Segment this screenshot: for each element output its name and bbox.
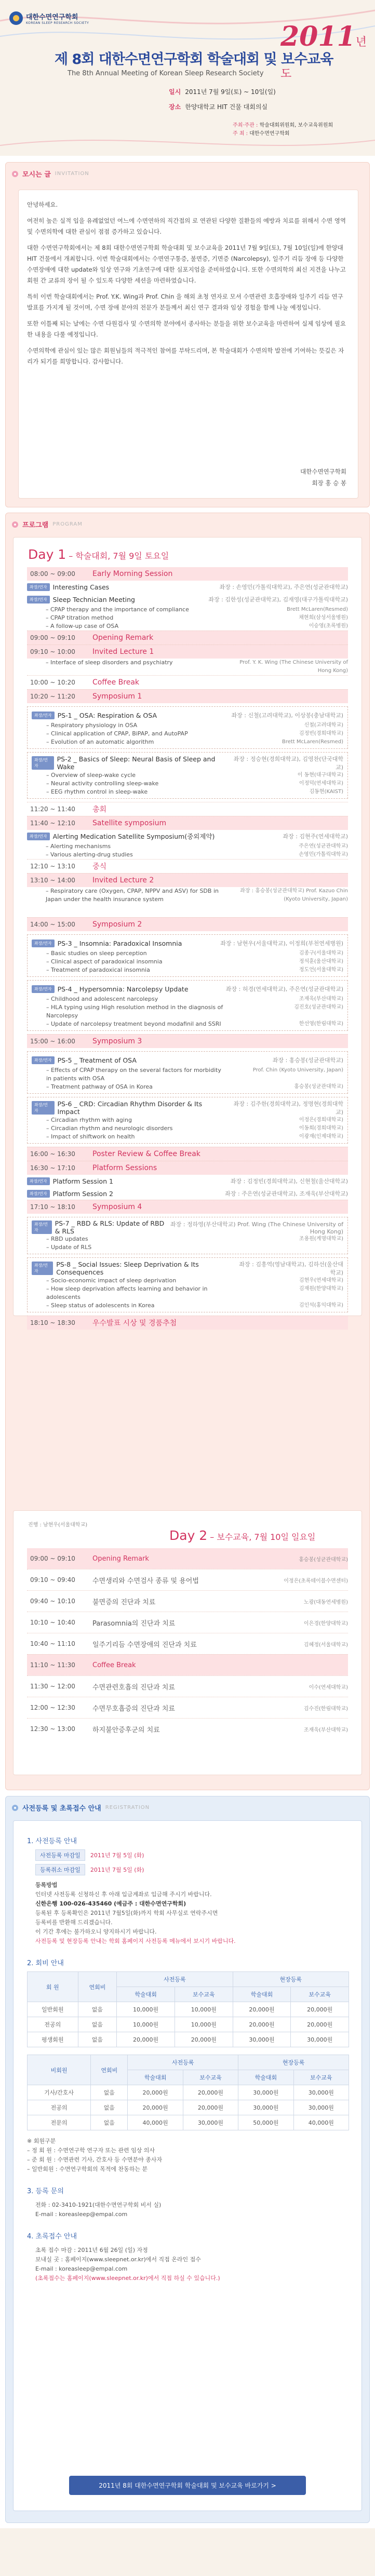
year-badge: 2011년도 <box>280 21 367 81</box>
reg-heading: 1. 사전등록 안내 <box>27 1837 77 1845</box>
fee-row: 일반회원 없음 10,000원 10,000원 20,000원 20,000원 <box>28 2002 349 2017</box>
greeting-paragraph: 특히 이번 학술대회에서는 Prof. Y.K. Wing과 Prof. Chin 을 해외 초청 연자로 모셔 수면관련 호흡장애와 일주기 리듬 연구 발표를 가지게 될 것이며, 수면 장애 분야의 전문가 분들께서 최신 연구 결과와 임상 경험을 함께 나눌 예정입니다. <box>27 293 345 311</box>
schedule-slot: 11:30 ~ 12:00 수면관련호흡의 진단과 치료 이수(연세대학교) <box>27 1675 348 1697</box>
session-box: 좌장/연자 PS-6 _ CRD: Circadian Rhythm Disorder & Its Impact 좌장 : 김주한(경희대학교), 정명현(경희대학교) – Circadian rhythm with aging 이정은(경희대학교) – Circadian rhythm and neurologic disorders 이동희(경희대학교) – Impact of shiftwork on health 이광재(인제대학교) <box>27 1097 348 1144</box>
talk-item: – Childhood and adolescent narcolepsy 조재욱(부산대학교) <box>46 996 343 1002</box>
event-title: 제 8회 대한수면연구학회 학술대회 및 보수교육 <box>55 51 333 68</box>
talk-item: – CPAP titration method 채현희(삼성서울병원) <box>46 614 348 621</box>
talk-item: – Clinical aspect of paradoxical insomnia 정석훈(울산대학교) <box>46 958 343 965</box>
schedule-slot: 15:00 ~ 16:00 Symposium 3 <box>27 1034 348 1048</box>
schedule-slot: 09:10 ~ 09:40 수면생리와 수면검사 종류 및 용어법 이정은(초록테이블수면센터) <box>27 1569 348 1590</box>
session-box: 좌장/연자 PS-1 _ OSA: Respiration & OSA 좌장 : 신철(고려대학교), 이상봉(충남대학교) – Respiratory physiology in OSA 신철(고려대학교) – Clinical application of CPAP, BiPAP, and AutoPAP 김정빈(경희대학교) – Evolution of an automatic algorithm Brett McLaren(Resmed) <box>27 706 348 749</box>
registration-body <box>13 1820 362 2511</box>
talk-item: – Evolution of an automatic algorithm Brett McLaren(Resmed) <box>46 739 343 745</box>
session-header: 좌장/연자 Sleep Technician Meeting 좌장 : 김한성(성균관대학교), 김재영(대구가톨릭대학교) <box>27 593 348 606</box>
schedule-slot: 11:40 ~ 12:10 Satellite symposium <box>27 816 348 830</box>
schedule-slot: 09:00 ~ 09:10 Opening Remark 홍승봉(성균관대학교) <box>27 1548 348 1569</box>
talk-item: – RBD updates 조용원(계명대학교) <box>46 1236 343 1242</box>
event-subtitle: The 8th Annual Meeting of Korean Sleep Research Society <box>68 70 264 77</box>
talk-item: – Effects of CPAP therapy on the several factors for morbidity in patients with OSA Prof. Chin (Kyoto University, Japan) <box>46 1067 343 1082</box>
fee-table-members: 회 원 연회비 사전등록 현장등록 학술대회 보수교육 학술대회 보수교육 일반회원 없음 10,000원 10,000원 20,000원 20,000원 전공의 없음 10,000원 10,000원 20,000원 20,000원 평생회원 없음 20,000원 20,000원 30,000원 30,000원 <box>27 1971 349 2047</box>
day1-heading: Day 1 – 학술대회, 7월 9일 토요일 <box>28 547 169 562</box>
fee-row: 전문의 없음 40,000원 30,000원 50,000원 40,000원 <box>28 2115 349 2130</box>
fee-notes: ※ 회원구분 – 정 회 원 : 수면연구학 연구자 또는 관련 임상 의사 – 준 회 원 : 수면관련 기사, 간호사 등 수면분야 종사자 – 일반회원 : 수면연구학회의 목적에 찬동하는 분 <box>27 2138 163 2172</box>
day2-chair: 진행 : 남현우(서울대학교) <box>28 1522 88 1528</box>
talk-item: – Update of narcolepsy treatment beyond modafinil and SSRI 한선영(한림대학교) <box>46 1021 343 1027</box>
society-logo <box>9 11 89 25</box>
session-box: 좌장/연자 PS-5 _ Treatment of OSA 좌장 : 홍승봉(성균관대학교) – Effects of CPAP therapy on the several factors for morbidity in patients with OSA Prof. Chin (Kyoto University, Japan) – Treatment pathway of OSA in Korea 홍승봉(성균관대학교) <box>27 1051 348 1094</box>
program-title-en: PROGRAM <box>52 521 83 527</box>
registration-section <box>5 1796 370 2523</box>
registration-title: 사전등록 및 초록접수 안내 <box>22 1805 101 1813</box>
talk-item: – Circadian rhythm and neurologic disorders 이동희(경희대학교) <box>46 1125 343 1132</box>
day2-card <box>13 1510 362 1775</box>
schedule-slot: 09:00 ~ 09:10 Opening Remark <box>27 630 348 645</box>
event-hosts: 주최·주관 : 학술대회위원회, 보수교육위원회 주 최 : 대한수면연구학회 <box>233 123 333 137</box>
schedule-slot: 18:10 ~ 18:30 우수발표 시상 및 경품추첨 <box>27 1316 348 1330</box>
greeting-signature: 대한수면연구학회 회장 홍 승 봉 <box>300 468 346 487</box>
bullet-icon <box>12 521 18 528</box>
talk-item: – Basic studies on sleep perception 김종구(서울대학교) <box>46 950 343 957</box>
talk-item: – Treatment of paradoxical insomnia 정도언(서울대학교) <box>46 967 343 973</box>
session-header: 좌장/연자 Interesting Cases 좌장 : 손영민(가톨릭대학교), 주은연(성균관대학교) <box>27 581 348 593</box>
fee-row: 전공의 없음 20,000원 20,000원 30,000원 30,000원 <box>28 2100 349 2115</box>
schedule-slot: 08:00 ~ 09:00 Early Morning Session <box>27 567 348 581</box>
bullet-icon <box>12 1805 18 1811</box>
contact-info: 전화 : 02-3410-1921(대한수면연구학회 비서 실) E-mail : koreasleep@empal.com <box>35 2202 162 2218</box>
reg-heading: 3. 등록 문의 <box>27 2188 64 2195</box>
fee-row: 기사/간호사 없음 20,000원 20,000원 30,000원 30,000원 <box>28 2085 349 2100</box>
greeting-section <box>5 162 370 507</box>
footer-band <box>0 2528 375 2576</box>
talk-item: – How sleep deprivation affects learning and behavior in adolescents 김재원(한양대학교) <box>46 1285 343 1300</box>
schedule-slot: 13:10 ~ 14:00 Invited Lecture 2 <box>27 873 348 887</box>
homepage-link-button[interactable]: 2011년 8회 대한수면연구학회 학술대회 및 보수교육 바로가기 > <box>69 2476 306 2495</box>
program-section <box>5 513 370 1790</box>
talk-item: – EEG rhythm control in sleep-wake 김동현(KAIST) <box>46 788 343 795</box>
schedule-slot: 10:40 ~ 11:10 일주기리듬 수면장애의 진단과 치료 김혜정(서울대학교) <box>27 1633 348 1654</box>
header-banner <box>0 0 375 156</box>
schedule-slot: 16:00 ~ 16:30 Poster Review & Coffee Break <box>27 1147 348 1161</box>
session-box: 좌장/연자 PS-8 _ Social Issues: Sleep Deprivation & Its Consequences 좌장 : 김흥역(영남대학교), 김하선(울산대학교) – Socio-economic impact of sleep deprivation 김현우(연세대학교) – How sleep deprivation affects learning and behavior in adolescents 김재원(한양대학교) – Sleep status of adolescents in Korea 김인석(홍익대학교) <box>27 1257 348 1312</box>
greeting-title: 모시는 글 <box>22 171 51 179</box>
talk-item: – Clinical application of CPAP, BiPAP, and AutoPAP 김정빈(경희대학교) <box>46 730 343 737</box>
reg-heading: 2. 회비 안내 <box>27 1960 64 1967</box>
session-box: 좌장/연자 PS-4 _ Hypersomnia: Narcolepsy Update 좌장 : 허경(연세대학교), 주은연(성균관대학교) – Childhood and adolescent narcolepsy 조재욱(부산대학교) – HLA typing using High resolution method in the diagnosis of Narcolepsy 김진호(성균관대학교) – Update of narcolepsy treatment beyond modafinil and SSRI 한선영(한림대학교) <box>27 980 348 1031</box>
schedule-slot: 12:30 ~ 13:00 하지불안증후군의 치료 조재욱(부산대학교) <box>27 1718 348 1739</box>
greeting-paragraph: 수면의학에 관심이 있는 많은 회원님들의 적극적인 참여를 부탁드리며, 본 학술대회가 수면의학 발전에 기여하는 뜻깊은 자리가 되기를 희망합니다. 감사합니다. <box>27 347 344 365</box>
session-header: 좌장/연자 Alerting Medication Satellite Symposium(중외제약) 좌장 : 김현주(연세대학교) <box>27 830 348 842</box>
greeting-paragraph: 여전히 높은 실적 입을 유례없었던 여느에 수면연하의 직간접의 로 연관된 다양한 질환들의 예방과 치료를 위해서 수면 영역 및 수면의학에 대한 관심이 점점 증가하고 있습니다. <box>27 217 348 235</box>
talk-item: – HLA typing using High resolution method in the diagnosis of Narcolepsy 김진호(성균관대학교) <box>46 1004 343 1019</box>
registration-title-en: REGISTRATION <box>105 1805 150 1810</box>
greeting-body <box>18 190 358 499</box>
greeting-title-en: INVITATION <box>55 171 89 177</box>
talk-item: – Various alerting-drug studies 손영민(가톨릭대학교) <box>46 851 348 858</box>
session-header: 좌장/연자 Platform Session 2 좌장 : 주은연(성균관대학교), 조재욱(부산대학교) <box>27 1187 348 1200</box>
logo-icon <box>9 11 23 25</box>
day1-card <box>13 537 362 1327</box>
fee-row: 전공의 없음 10,000원 10,000원 20,000원 20,000원 <box>28 2017 349 2032</box>
talk-item: – Circadian rhythm with aging 이정은(경희대학교) <box>46 1117 343 1123</box>
talk-item: – Impact of shiftwork on health 이광재(인제대학교) <box>46 1133 343 1140</box>
schedule-slot: 16:30 ~ 17:10 Platform Sessions <box>27 1161 348 1175</box>
schedule-slot: 12:00 ~ 12:30 수면무호흡증의 진단과 치료 김수진(한림대학교) <box>27 1697 348 1718</box>
session-box: 좌장/연자 PS-7 _ RBD & RLS: Update of RBD & RLS 좌장 : 정하영(부산대학교) Prof. Wing (The Chinese University of Hong Kong) – RBD updates 조용원(계명대학교) – Update of RLS <box>27 1217 348 1254</box>
schedule-slot: 10:20 ~ 11:20 Symposium 1 <box>27 689 348 703</box>
bullet-icon <box>12 171 18 177</box>
greeting-paragraph: 안녕하세요. <box>27 201 58 208</box>
schedule-slot: 09:40 ~ 10:10 불면증의 진단과 치료 노광(대동연세병원) <box>27 1590 348 1612</box>
talk-item: – CPAP therapy and the importance of compliance Brett McLaren(Resmed) <box>46 606 348 613</box>
deadline-row: 사전등록 마감일 2011년 7월 5일 (화) <box>35 1849 348 1861</box>
greeting-paragraph: 또한 이틀째 되는 날에는 수면 다원검사 및 수면의학 분야에서 종사하는 분들을 위한 보수교육을 마련하여 실제 임상에 필요한 내용을 다룰 예정입니다. <box>27 320 346 338</box>
schedule-slot: 09:10 ~ 10:00 Invited Lecture 1 <box>27 645 348 659</box>
schedule-slot: 17:10 ~ 18:10 Symposium 4 <box>27 1200 348 1214</box>
day2-heading: Day 2 – 보수교육, 7월 10일 일요일 <box>169 1528 316 1543</box>
talk-item: – Treatment pathway of OSA in Korea 홍승봉(성균관대학교) <box>46 1083 343 1090</box>
talk-item: – Respiratory care (Oxygen, CPAP, NPPV and ASV) for SDB in Japan under the health insurance system 좌장 : 홍승봉(성균관대학교) Prof. Kazuo Chin (Kyoto University, Japan) <box>46 888 348 903</box>
program-title: 프로그램 <box>22 521 49 529</box>
day2-schedule <box>14 1548 361 1739</box>
talk-item: – Overview of sleep-wake cycle 이 동현(대구대학교) <box>46 772 343 779</box>
reg-notes: 등록방법 인터넷 사전등록 신청하신 후 아래 입금계좌로 입금해 주시기 바랍니다. 신한은행 100-026-435460 (예금주 : 대한수면연구학회) 등록된 후 등록확인은 2011년 7월5일(화)까지 학회 사무실로 연락주시면 등록비를 반환해 드리겠습니다. 이 기간 후에는 불가하오니 양지하시기 바랍니다. 사전등록 및 현장등록 안내는 학회 홈페이지 사전등록 메뉴에서 보시기 바랍니다. <box>35 1882 236 1944</box>
deadline-row: 등록취소 마감일 2011년 7월 5일 (화) <box>35 1864 348 1875</box>
logo-en: KOREAN SLEEP RESEARCH SOCIETY <box>26 21 89 25</box>
talk-item: – Interface of sleep disorders and psychiatry Prof. Y. K. Wing (The Chinese University of Hong Kong) <box>46 659 348 674</box>
logo-ko: 대한수면연구학회 <box>26 14 78 21</box>
fee-row: 평생회원 없음 20,000원 20,000원 30,000원 30,000원 <box>28 2032 349 2047</box>
session-box: 좌장/연자 PS-2 _ Basics of Sleep: Neural Basis of Sleep and Wake 좌장 : 정승현(경희대학교), 김영찬(단국대학교) – Overview of sleep-wake cycle 이 동현(대구대학교) – Neural activity controlling sleep-wake 이정덕(연세대학교) – EEG rhythm control in sleep-wake 김동현(KAIST) <box>27 752 348 799</box>
abstract-info: 초록 접수 마감 : 2011년 6월 26일 (일) 자정 보내실 곳 : 홈페이지(www.sleepnet.or.kr)에서 직접 온라인 접수 E-mail : koreasleep@empal.com (초록접수는 홈페이지(www.sleepnet.or.kr)에서 직접 하실 수 있습니다.) <box>35 2247 220 2282</box>
schedule-slot: 11:20 ~ 11:40 총회 <box>27 802 348 816</box>
talk-item: – A follow-up case of OSA 이승영(초록병원) <box>46 623 348 629</box>
event-meta: 일시 2011년 7월 9일(토) ~ 10일(일) 장소 한양대학교 HIT 건물 대회의실 <box>169 88 276 111</box>
talk-item: – Sleep status of adolescents in Korea 김인석(홍익대학교) <box>46 1302 343 1309</box>
schedule-slot: 12:10 ~ 13:10 중식 <box>27 859 348 873</box>
talk-item: – Socio-economic impact of sleep deprivation 김현우(연세대학교) <box>46 1277 343 1284</box>
schedule-slot: 10:00 ~ 10:20 Coffee Break <box>27 675 348 689</box>
talk-item: – Alerting mechanisms 주은연(성균관대학교) <box>46 843 348 850</box>
reg-heading: 4. 초록접수 안내 <box>27 2233 77 2240</box>
schedule-slot: 14:00 ~ 15:00 Symposium 2 <box>27 917 348 931</box>
session-header: 좌장/연자 Platform Session 1 좌장 : 김정빈(경희대학교), 신현철(울산대학교) <box>27 1175 348 1187</box>
talk-item: – Neural activity controlling sleep-wake 이정덕(연세대학교) <box>46 780 343 787</box>
greeting-paragraph: 대한 수면연구학회에서는 제 8회 대한수면연구학회 학술대회 및 보수교육을 2011년 7월 9일(토), 7월 10일(일)에 한양대 HIT 건물에서 개최합니다. 이번 학술대회에서는 수면연구통증, 불면증, 기면증 (Narcolepsy), 일주기 리듬 장애 등 다양한 수면장애에 대한 update와 임상 연구와 기초연구에 대한 심포지엄을 준비하였습니다. 또한 수면의학의 최신 지견을 나누고 회원 간 교류의 장이 될 수 있도록 다양한 세션을 마련하였습니다. <box>27 244 348 284</box>
fee-table-nonmembers: 비회원 연회비 사전등록 현장등록 학술대회 보수교육 학술대회 보수교육 기사/간호사 없음 20,000원 20,000원 30,000원 30,000원 전공의 없음 20,000원 20,000원 30,000원 30,000원 전문의 없음 40,000원 30,000원 50,000원 40,000원 <box>27 2055 349 2130</box>
schedule-slot: 10:10 ~ 10:40 Parasomnia의 진단과 치료 이은경(한양대학교) <box>27 1612 348 1633</box>
schedule-slot: 11:10 ~ 11:30 Coffee Break <box>27 1654 348 1675</box>
talk-item: – Update of RLS <box>46 1244 92 1251</box>
talk-item: – Respiratory physiology in OSA 신철(고려대학교) <box>46 722 343 729</box>
session-box: 좌장/연자 PS-3 _ Insomnia: Paradoxical Insomnia 좌장 : 남현우(서울대학교), 이정희(부천연세병원) – Basic studies on sleep perception 김종구(서울대학교) – Clinical aspect of paradoxical insomnia 정석훈(울산대학교) – Treatment of paradoxical insomnia 정도언(서울대학교) <box>27 934 348 977</box>
